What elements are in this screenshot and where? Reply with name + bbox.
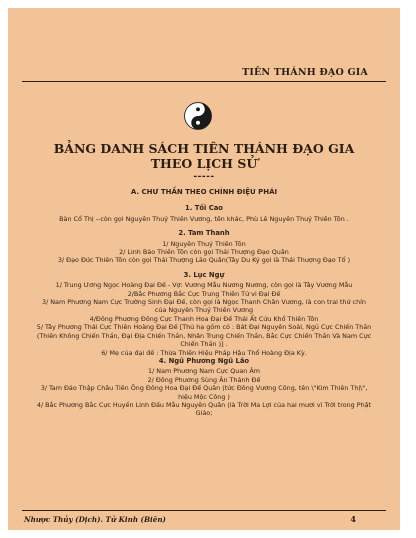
list-item: Bàn Cổ Thị --còn gọi Nguyên Thuỷ Thiên Vương, tên khác, Phù Lê Nguyên Thuỷ Thiên Tôn . (59, 214, 349, 223)
list-item: 3/ Đạo Đức Thiên Tôn còn gọi Thái Thượng Lão Quân(Tây Du Ký gọi là Thái Thượng Đạo Tổ ) (57, 256, 351, 265)
group-ngu-phuong (36, 357, 372, 418)
section-heading: A. CHƯ THẦN THEO CHÍNH ĐIỆU PHÁI (130, 188, 278, 196)
main-title-line1: BẢNG DANH SÁCH TIÊN THÁNH ĐẠO GIA (53, 141, 355, 156)
list-item: 3/ Tam Đảo Thập Châu Tiên Ông Đông Hoa Đại Đế Quân (tức Đông Vương Công, tên \"Kim Thiên Thị\", hiệu Mộc Công ) (40, 384, 368, 401)
main-title (28, 141, 380, 171)
document-page (8, 8, 400, 530)
header-title: TIÊN THÁNH ĐẠO GIA (242, 67, 368, 78)
group-heading: 3. Lục Ngự (183, 270, 225, 279)
yin-yang-icon (184, 102, 212, 130)
list-item: 4/Đông Phương Đông Cực Thanh Hoa Đại Đế Thái Ất Cứu Khổ Thiên Tôn (89, 314, 319, 323)
list-item: 3/ Nam Phương Nam Cực Trường Sinh Đại Đế, còn gọi là Ngọc Thanh Chân Vương, là con trai thứ chín của Nguyên Thuỷ Thiên Vương (42, 298, 366, 315)
footer-rule (22, 510, 386, 511)
page-header (22, 65, 386, 85)
group-heading: 1. Tối Cao (185, 204, 223, 213)
list-item: 2/ Linh Bảo Thiên Tôn còn gọi Thái Thượng Đạo Quân (119, 248, 289, 257)
list-item: 1/ Nam Phương Nam Cực Quan Âm (148, 367, 260, 376)
title-separator: ----- (193, 172, 215, 182)
group-luc-ngu (36, 271, 372, 357)
list-item: 4/ Bắc Phương Bắc Cực Huyền Linh Đấu Mẫu Nguyên Quân (là Trời Ma Lợi của hai mươi vì Trời trong Phật Giáo; (36, 400, 372, 418)
list-item: 1/ Nguyên Thuỷ Thiên Tôn (162, 239, 246, 248)
group-heading: 4. Ngũ Phương Ngũ Lão (158, 356, 250, 365)
main-title-line2: THEO LỊCH SỬ (150, 156, 258, 171)
list-item: 6/ Mẹ của đại đế : Thừa Thiên Hiệu Pháp Hậu Thổ Hoàng Địa Kỳ. (101, 348, 307, 357)
header-rule (22, 81, 386, 82)
group-heading: 2. Tam Thanh (178, 229, 230, 238)
list-item: 5/ Tây Phương Thái Cực Thiên Hoàng Đại Đế [Thủ hạ gồm có : Bát Đại Nguyên Soái, Ngũ Cực Chiến Thần (Thiên Không Chiến Thần, Đại Địa Chiến Thần, Nhân Trung Chiến Thần, Bắc Cực Chiến Thần Và Nam Cực Chiến Thần )] . (36, 323, 372, 349)
list-item: 1/ Trung Ương Ngọc Hoàng Đại Đế - Vợ: Vương Mẫu Nương Nương, còn gọi là Tây Vương Mẫu (55, 281, 353, 290)
content-body (36, 186, 372, 418)
footer-credit: Nhược Thủy (Dịch). Tử Kinh (Biên) (24, 515, 166, 524)
group-supreme (36, 204, 372, 223)
list-item: 2/ Đông Phương Sùng Ân Thánh Đế (147, 375, 261, 384)
list-item: 2/Bắc Phương Bắc Cực Trung Thiên Tử vi Đại Đế (127, 289, 281, 298)
group-tam-thanh (36, 229, 372, 265)
page-number: 4 (350, 514, 356, 524)
